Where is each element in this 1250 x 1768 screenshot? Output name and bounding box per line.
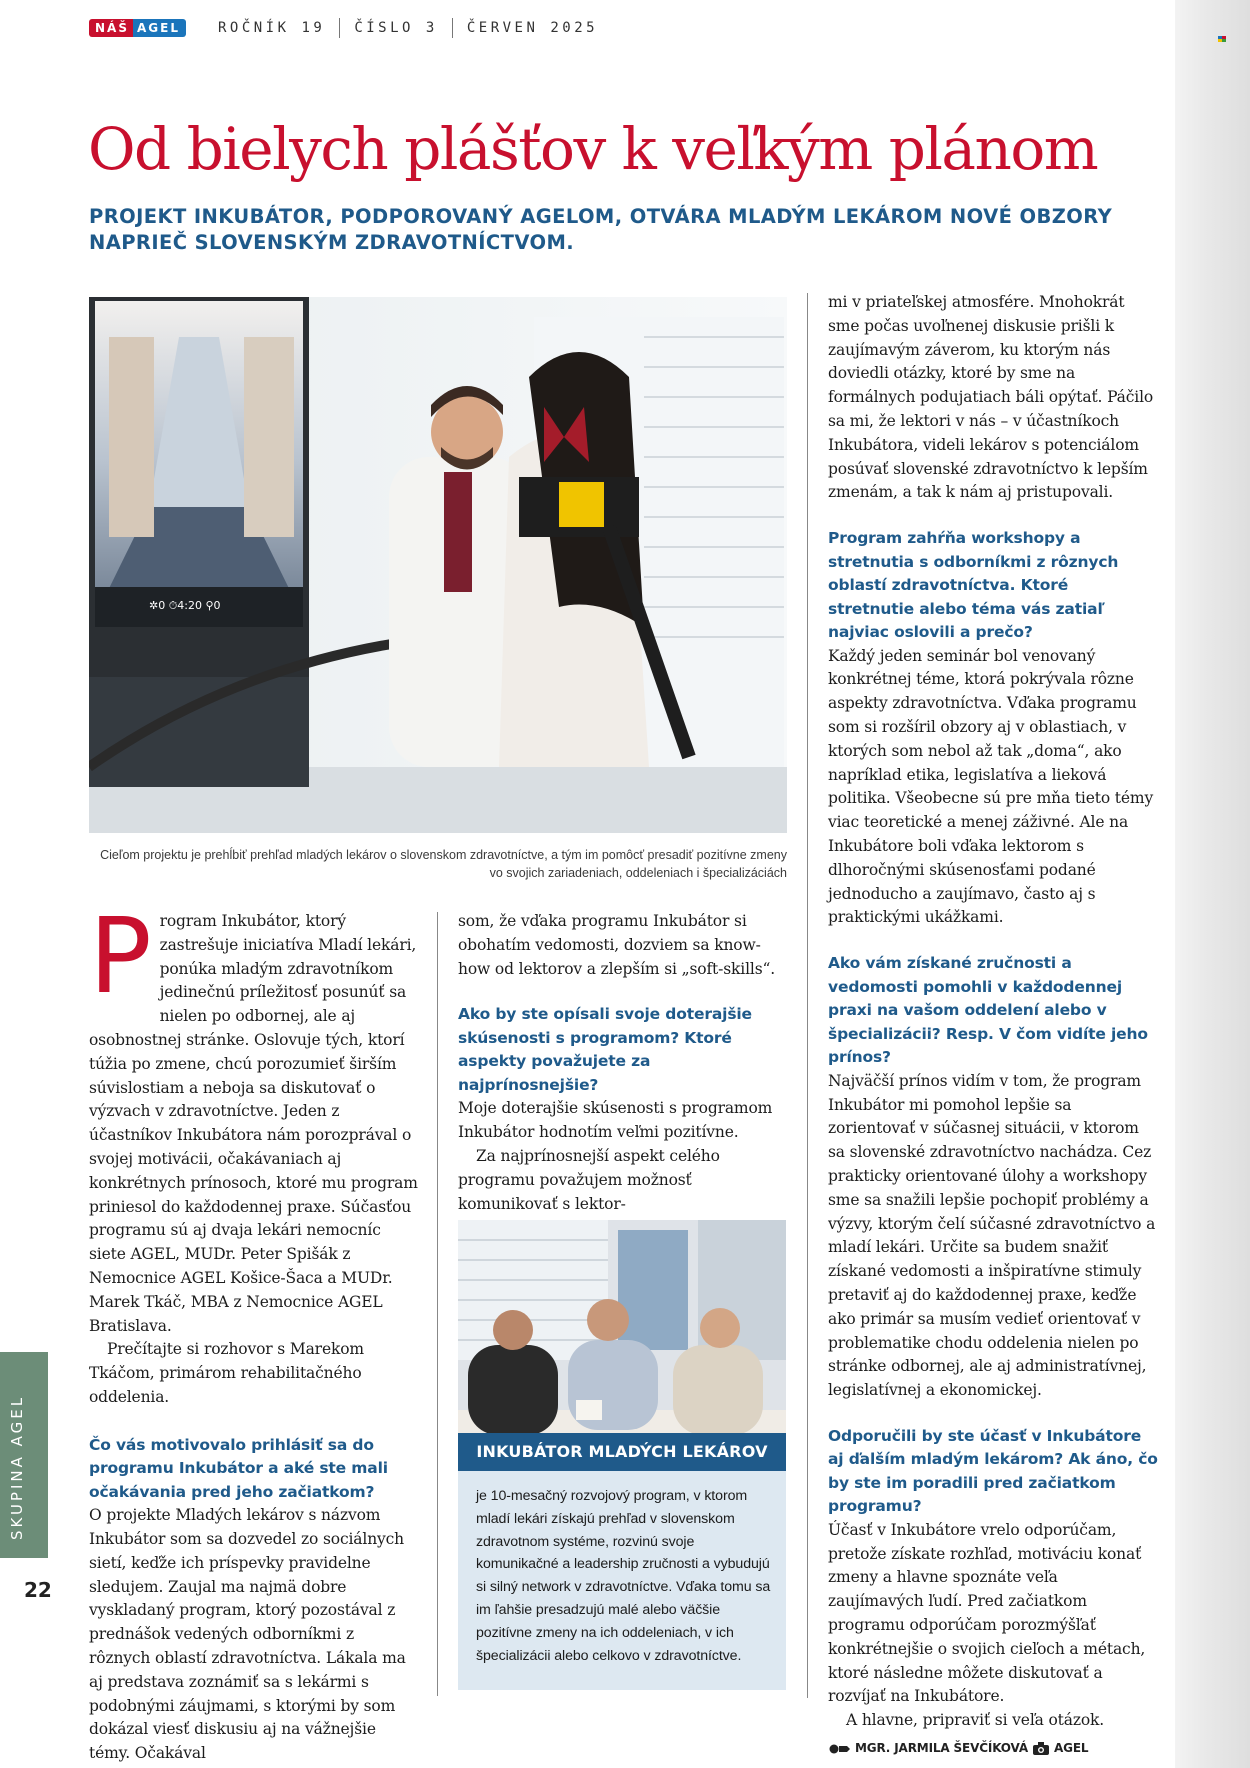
logo-part-1: NÁŠ — [89, 19, 133, 37]
column-divider-1 — [437, 912, 438, 1696]
column-1 — [89, 895, 419, 1766]
answer-5: Účasť v Inkubátore vrelo odporúčam, pretože získate rozhľad, motiváciu konať zmeny a hlavne spoznáte veľa zaujímavých ľudí. Pred začiatkom programu odporúčam porozmýšľať konkrétnejšie o svojich cieľoch a métach, ktoré následne môžete diskutovať a rozvíjať na Inkubátore. — [828, 1520, 1146, 1706]
column-divider-2 — [807, 293, 808, 1698]
section-tab — [0, 1352, 48, 1558]
svg-text:✲0 ⏱4:20 ⚲0: ✲0 ⏱4:20 ⚲0 — [149, 599, 221, 612]
page-edge — [1175, 0, 1250, 1768]
infobox — [458, 1471, 786, 1690]
article-subtitle: PROJEKT INKUBÁTOR, PODPOROVANÝ AGELOM, OTVÁRA MLADÝM LEKÁROM NOVÉ OBZORY NAPRIEČ SLOVENSKÝM ZDRAVOTNÍCTVOM. — [89, 205, 1113, 254]
answer-5-closing: A hlavne, pripraviť si veľa otázok. — [846, 1711, 1105, 1730]
main-photo — [89, 297, 787, 833]
infobox-heading: INKUBÁTOR MLADÝCH LEKÁROV — [458, 1433, 786, 1471]
answer-3: Každý jeden seminár bol venovaný konkrétnej téme, ktorá pokrývala rôzne aspekty zdravotníctva. Vďaka programu som si rozšíril obzory aj v oblastiach, v ktorých som nebol až tak „doma“, ako napríklad etika, legislatíva a lieková politika. Všeobecne sú pre mňa tieto témy viac teoretické a menej záživné. Ale na Inkubátore boli vďaka lektorom s dlhoročnými skúsenosťami podané jednoducho a zaujímavo, často aj s praktickými ukážkami. — [828, 646, 1154, 927]
color-mark — [1218, 36, 1226, 43]
answer-2-part-1: Moje doterajšie skúsenosti s programom Inkubátor hodnotím veľmi pozitívne. — [458, 1099, 773, 1142]
running-header — [89, 18, 612, 38]
magazine-logo — [89, 19, 186, 37]
section-tab-label: SKUPINA AGEL — [8, 1394, 26, 1540]
infobox-text: je 10-mesačný rozvojový program, v ktorom mladí lekári získajú prehľad v slovenskom zdravotnom systéme, rozvinú svoje komunikačné a leadership zručnosti a vybudujú si silný network v zdravotníctve. Vďaka tomu sa im ľahšie presadzujú malé alebo väčšie pozitívne zmeny na ich oddeleniach, v ich špecializácii alebo celkovo v zdravotníctve. — [476, 1488, 771, 1664]
answer-1: O projekte Mladých lekárov s názvom Inkubátor som sa dozvedel zo sociálnych sietí, keďže ich príspevky pravidelne sledujem. Zaujal ma najmä dobre vyskladaný program, ktorý pozostával z prednášok vedených odborníkmi z rôznych oblastí zdravotníctva. Lákala ma aj predstava zoznámiť sa s lekármi s podobnými záujmami, s ktorými by som dokázal viesť diskusiu aj na vážnejšie témy. Očakával — [89, 1506, 406, 1763]
header-volume: ROČNÍK 19 — [217, 20, 326, 36]
photo-caption: Cieľom projektu je prehĺbiť prehľad mladých lekárov o slovenskom zdravotníctve, a tým im pomôcť presadiť pozitívne zmeny vo svojich zariadeniach, oddeleniach i špecializáciách — [100, 848, 787, 880]
byline — [828, 1737, 1158, 1761]
page-number: 22 — [24, 1578, 52, 1602]
question-3: Program zahŕňa workshopy a stretnutia s odborníkmi z rôznych oblastí zdravotníctva. Ktoré stretnutie alebo téma vás zatiaľ najviac oslovili a prečo? — [828, 529, 1119, 642]
author-name: MGR. JARMILA ŠEVČÍKOVÁ — [855, 1741, 1028, 1756]
question-5: Odporučili by ste účasť v Inkubátore aj ďalším mladým lekárom? Ak áno, čo by ste im poradili pred začiatkom programu? — [828, 1426, 1158, 1516]
question-2: Ako by ste opísali svoje doterajšie skúsenosti s programom? Ktoré aspekty považujete za najprínosnejšie? — [458, 1005, 752, 1094]
answer-4: Najväčší prínos vidím v tom, že program Inkubátor mi pomohol lepšie sa zorientovať v súčasnej situácii, v ktorom sa slovenské zdravotníctvo nachádza. Cez prakticky orientované úlohy a workshopy sme sa snažili lepšie pochopiť problémy a výzvy, ktorým čelí súčasné zdravotníctvo a mladí lekári. Určite sa budem snažiť získané vedomosti a inšpiratívne stimuly pretaviť aj do každodennej praxe, keďže ako primár sa musím vedieť orientovať v problematike chodu oddelenia nielen po stránke odbornej, ale aj administratívnej, legislatívnej a ekonomickej. — [828, 1071, 1156, 1400]
header-issue: ČÍSLO 3 — [339, 18, 452, 38]
pen-icon — [828, 1743, 850, 1755]
answer-2-continued: mi v priateľskej atmosfére. Mnohokrát sme počas uvoľnenej diskusie prišli k zaujímavým záverom, ku ktorým nás doviedli otázky, ktoré by sme na formálnych podujatiach báli opýtať. Páčilo sa mi, že lektori v nás – v účastníkoch Inkubátora, videli lekárov s potenciálom posúvať slovenské zdravotníctvo k lepším zmenám, a tak k nám aj pristupovali. — [828, 293, 1154, 502]
camera-icon — [1033, 1742, 1049, 1755]
photo-credit: AGEL — [1054, 1741, 1089, 1756]
intro-paragraph: rogram Inkubátor, ktorý zastrešuje iniciatíva Mladí lekári, ponúka mladým zdravotníkom jedinečnú príležitosť posunúť sa nielen po odbornej, ale aj osobnostnej stránke. Oslovuje tých, ktorí túžia po zmene, chcú porozumieť širším súvislostiam a neboja sa diskutovať o výzvach v zdravotníctve. Jeden z účastníkov Inkubátora nám porozprával o svojej motivácii, očakávaniach aj konkrétnych prínosoch, ktoré mu program priniesol do každodennej praxe. Súčasťou programu sú aj dvaja lekári nemocníc siete AGEL, MUDr. Peter Spišák z Nemocnice AGEL Košice-Šaca a MUDr. Marek Tkáč, MBA z Nemocnice AGEL Bratislava. — [89, 912, 418, 1335]
answer-2-part-2: Za najprínosnejší aspekt celého programu považujem možnosť komunikovať s lektor- — [458, 1146, 720, 1213]
intro-paragraph-2: Prečítajte si rozhovor s Marekom Tkáčom, primárom rehabilitačného oddelenia. — [89, 1340, 364, 1406]
header-date: ČERVEN 2025 — [452, 18, 612, 38]
drop-cap: P — [89, 895, 152, 1017]
article-title: Od bielych plášťov k veľkým plánom — [88, 115, 1098, 183]
column-3 — [828, 291, 1158, 1761]
column-2 — [458, 910, 788, 1216]
question-1: Čo vás motivovalo prihlásiť sa do programu Inkubátor a aké ste mali očakávania pred jeho začiatkom? — [89, 1435, 388, 1501]
logo-part-2: AGEL — [133, 19, 186, 37]
answer-1-continued: som, že vďaka programu Inkubátor si obohatím vedomosti, dozviem sa know-how od lektorov a zlepším si „soft-skills“. — [458, 912, 776, 978]
question-4: Ako vám získané zručnosti a vedomosti pomohli v každodennej praxi na vašom oddelení alebo v špecializácii? Resp. V čom vidíte jeho prínos? — [828, 954, 1148, 1067]
